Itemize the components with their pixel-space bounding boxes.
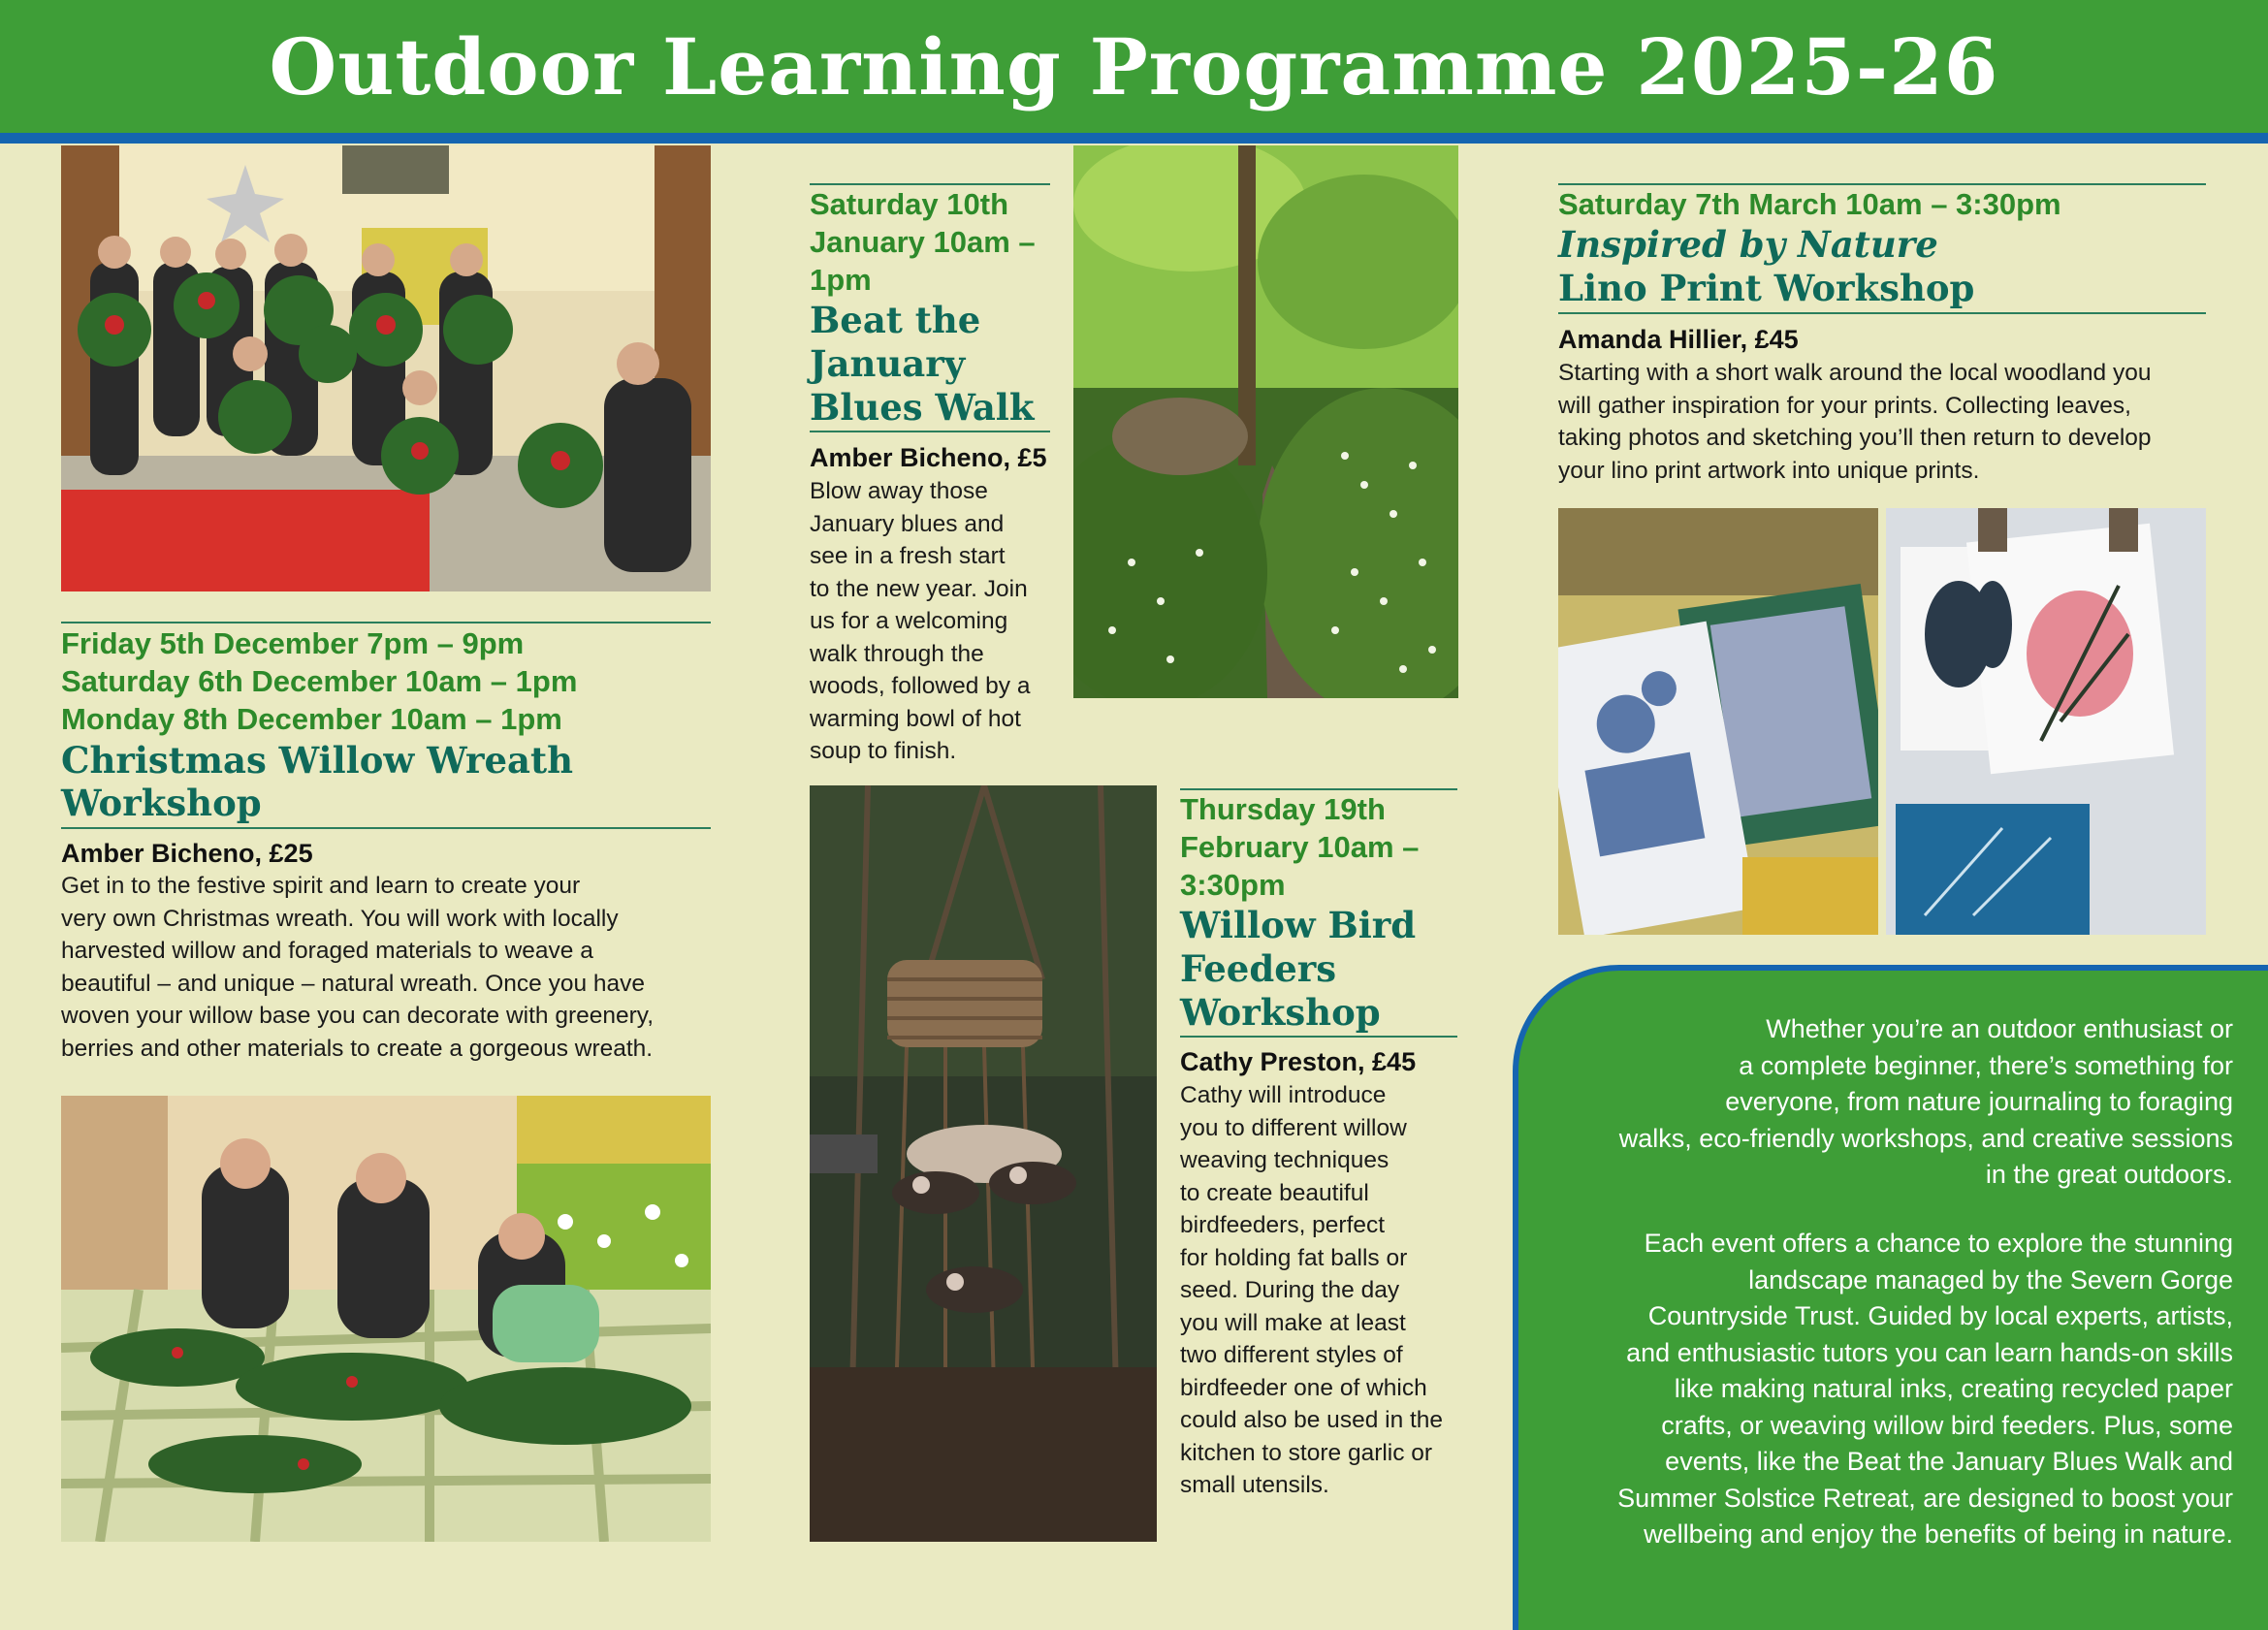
- intro-line: everyone, from nature journaling to foraging: [1725, 1087, 2233, 1116]
- feeders-desc-line: birdfeeder one of which: [1180, 1374, 1427, 1401]
- wreath-group-photo: [61, 145, 711, 591]
- lino-desc-line: will gather inspiration for your prints. Collecting leaves,: [1558, 392, 2131, 419]
- wreath-tutor: Amber Bicheno, £25: [61, 839, 313, 868]
- feeders-date-3: 3:30pm: [1180, 868, 1286, 902]
- feeders-desc-line: to create beautiful: [1180, 1179, 1369, 1206]
- intro-line: Whether you’re an outdoor enthusiast or: [1766, 1014, 2233, 1043]
- intro-line: Countryside Trust. Guided by local experts, artists,: [1647, 1301, 2233, 1330]
- feeders-date-1: Thursday 19th: [1180, 792, 1386, 826]
- feeders-desc-line: two different styles of: [1180, 1342, 1403, 1368]
- wreath-date-3: Monday 8th December 10am – 1pm: [61, 702, 562, 736]
- walk-bottom-rule: [810, 431, 1050, 432]
- wreath-desc-line: Get in to the festive spirit and learn to create your: [61, 873, 581, 899]
- feeders-desc-line: kitchen to store garlic or: [1180, 1439, 1433, 1466]
- feeders-bottom-rule: [1180, 1036, 1457, 1038]
- intro-line: wellbeing and enjoy the benefits of being in nature.: [1644, 1519, 2233, 1549]
- walk-desc-line: us for a welcoming: [810, 608, 1008, 634]
- woodland-path-photo: [1073, 145, 1458, 698]
- feeders-title-line-3: Workshop: [1180, 991, 1381, 1034]
- intro-line: crafts, or weaving willow bird feeders. Plus, some: [1661, 1410, 2233, 1440]
- walk-description: [810, 475, 1062, 768]
- walk-title-line-2: January: [810, 342, 966, 385]
- lino-title-line-1: Lino Print Workshop: [1558, 267, 1975, 309]
- intro-paragraph-1: [1619, 1011, 2233, 1194]
- feeders-desc-line: birdfeeders, perfect: [1180, 1212, 1386, 1238]
- feeders-title-line-2: Feeders: [1180, 947, 1337, 990]
- feeders-desc-line: seed. During the day: [1180, 1277, 1400, 1303]
- lino-date: Saturday 7th March 10am – 3:30pm: [1558, 187, 2061, 221]
- walk-desc-line: to the new year. Join: [810, 575, 1028, 602]
- intro-line: and enthusiastic tutors you can learn hands-on skills: [1626, 1337, 2233, 1367]
- intro-line: Summer Solstice Retreat, are designed to boost your: [1617, 1483, 2233, 1513]
- lino-desc-line: your lino print artwork into unique prints.: [1558, 457, 1980, 484]
- lino-title-italic: [1558, 223, 1938, 266]
- feeders-title-line-1: Willow Bird: [1180, 904, 1417, 946]
- intro-line: landscape managed by the Severn Gorge: [1748, 1264, 2233, 1294]
- feeders-desc-line: weaving techniques: [1180, 1147, 1390, 1173]
- wreath-desc-line: beautiful – and unique – natural wreath. Once you have: [61, 970, 646, 997]
- walk-title-line-3: Blues Walk: [810, 386, 1035, 429]
- walk-desc-line: Blow away those: [810, 478, 988, 504]
- page-title: Outdoor Learning Programme 2025-26: [269, 20, 1999, 112]
- lino-bottom-rule: [1558, 312, 2206, 314]
- page-header: [0, 0, 2268, 144]
- feeders-desc-line: you will make at least: [1180, 1309, 1406, 1336]
- walk-desc-line: see in a fresh start: [810, 543, 1006, 569]
- feeders-tutor: Cathy Preston, £45: [1180, 1047, 1417, 1076]
- feeders-desc-line: you to different willow: [1180, 1114, 1407, 1141]
- wreath-desc-line: berries and other materials to create a gorgeous wreath.: [61, 1035, 654, 1062]
- lino-prints-photo: [1886, 508, 2206, 935]
- wreath-desc-line: woven your willow base you can decorate with greenery,: [61, 1003, 655, 1029]
- wreath-bottom-rule: [61, 827, 711, 829]
- wreath-title-line-1: Christmas Willow Wreath: [61, 739, 574, 782]
- feeders-desc-line: small utensils.: [1180, 1472, 1329, 1498]
- walk-date-1: Saturday 10th: [810, 187, 1009, 221]
- walk-desc-line: walk through the: [810, 640, 984, 667]
- lino-carving-photo: [1558, 508, 1878, 935]
- walk-desc-line: warming bowl of hot: [810, 705, 1021, 732]
- intro-line: events, like the Beat the January Blues Walk and: [1665, 1447, 2233, 1476]
- intro-line: a complete beginner, there’s something for: [1739, 1050, 2233, 1080]
- walk-desc-line: January blues and: [810, 510, 1005, 537]
- wreath-date-1: Friday 5th December 7pm – 9pm: [61, 626, 525, 660]
- intro-panel: [1513, 965, 2268, 1630]
- feeders-desc-line: Cathy will introduce: [1180, 1082, 1387, 1108]
- feeders-desc-line: for holding fat balls or: [1180, 1244, 1408, 1271]
- lino-tutor: Amanda Hillier, £45: [1558, 325, 1799, 354]
- walk-desc-line: woods, followed by a: [810, 673, 1031, 699]
- wreath-making-photo: [61, 1096, 711, 1542]
- feeders-desc-line: could also be used in the: [1180, 1407, 1444, 1433]
- intro-paragraph-2: [1617, 1226, 2233, 1553]
- feeders-date-2: February 10am –: [1180, 830, 1420, 864]
- walk-date-2: January 10am –: [810, 225, 1036, 259]
- willow-feeder-photo: [810, 785, 1157, 1542]
- feeders-description: [1180, 1079, 1471, 1502]
- wreath-title-line-2: Workshop: [61, 782, 262, 824]
- lino-desc-line: taking photos and sketching you’ll then return to develop: [1558, 425, 2152, 451]
- wreath-description: [61, 870, 720, 1065]
- walk-date-3: 1pm: [810, 263, 872, 297]
- intro-line: Each event offers a chance to explore the stunning: [1644, 1229, 2233, 1258]
- walk-desc-line: soup to finish.: [810, 738, 957, 764]
- wreath-date-2: Saturday 6th December 10am – 1pm: [61, 664, 578, 698]
- lino-desc-line: Starting with a short walk around the local woodland you: [1558, 360, 2152, 386]
- walk-tutor: Amber Bicheno, £5: [810, 443, 1047, 472]
- wreath-desc-line: very own Christmas wreath. You will work with locally: [61, 905, 619, 932]
- wreath-desc-line: harvested willow and foraged materials to weave a: [61, 938, 593, 964]
- lino-title-italic-text: Inspired by Nature: [1558, 223, 1938, 266]
- lino-description: [1558, 357, 2218, 487]
- intro-line: in the great outdoors.: [1985, 1160, 2233, 1189]
- walk-title-line-1: Beat the: [810, 299, 981, 341]
- wreath-top-rule: [61, 622, 711, 623]
- intro-line: like making natural inks, creating recycled paper: [1674, 1374, 2233, 1403]
- intro-line: walks, eco-friendly workshops, and creative sessions: [1618, 1123, 2233, 1153]
